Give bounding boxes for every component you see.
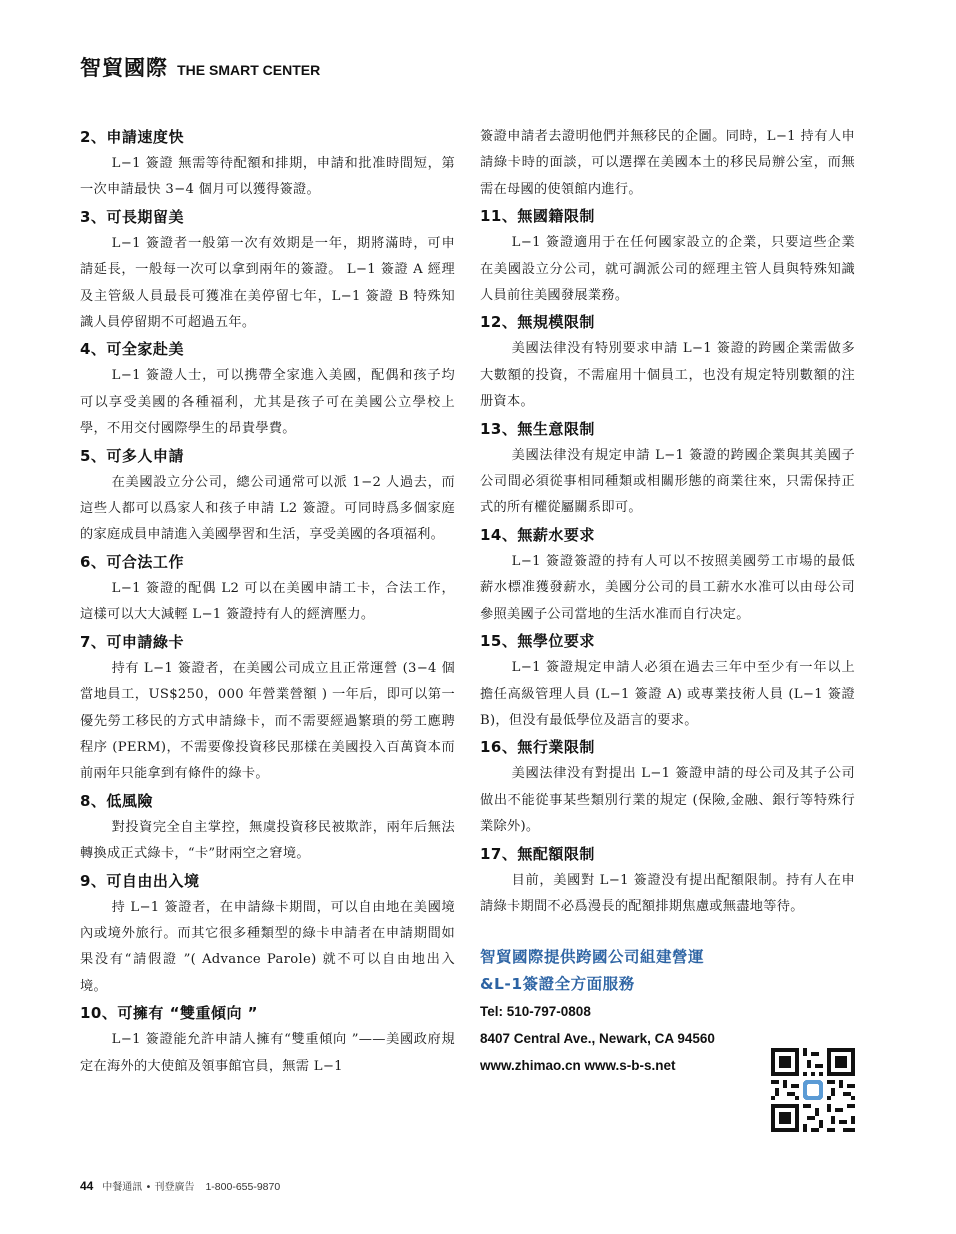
section-title: 3、可長期留美 — [80, 207, 184, 226]
section-title: 8、低風險 — [80, 791, 153, 810]
section-3 — [80, 204, 455, 337]
ad-title-line1: 智貿國際提供跨國公司組建營運 — [480, 948, 705, 967]
section-title: 5、可多人申請 — [80, 446, 184, 465]
brand-name-cn: 智貿國際 — [80, 56, 168, 80]
section-title: 11、無國籍限制 — [480, 207, 595, 226]
ad-address: 8407 Central Ave., Newark, CA 94560 — [480, 1031, 715, 1047]
section-body: L−1 簽證規定申請人必須在過去三年中至少有一年以上擔任高級管理人員 (L−1 簽證 A) 或專業技術人員 (L−1 簽證 B)，但没有最低學位及語言的要求。 — [480, 660, 855, 728]
section-title: 14、無薪水要求 — [480, 525, 595, 544]
section-15 — [480, 628, 855, 734]
qr-code-icon — [771, 1048, 855, 1132]
section-body: 美國法律没有對提出 L−1 簽證申請的母公司及其子公司做出不能從事某些類別行業的規定 (保險,金融、銀行等特殊行業除外)。 — [480, 766, 855, 835]
section-title: 13、無生意限制 — [480, 419, 595, 438]
section-17 — [480, 841, 855, 921]
section-2 — [80, 124, 455, 204]
ad-website: www.zhimao.cn www.s-b-s.net — [480, 1058, 676, 1074]
section-body: L−1 簽證能允許申請人擁有“雙重傾向 ”——美國政府規定在海外的大使館及領事館官員，無需 L−1 — [80, 1032, 455, 1074]
page-number: 44 — [80, 1179, 94, 1193]
section-body: 對投資完全自主掌控，無虞投資移民被欺詐，兩年后無法轉換成正式綠卡，“卡”財兩空之窘境。 — [80, 819, 455, 862]
masthead — [80, 52, 320, 82]
section-title: 17、無配額限制 — [480, 844, 595, 863]
section-body: L−1 簽證人士，可以携帶全家進入美國，配偶和孩子均可以享受美國的各種福利，尤其是孩子可在美國公立學校上學，不用交付國際學生的昂貴學費。 — [80, 368, 455, 437]
section-14 — [480, 522, 855, 628]
section-body: 持 L−1 簽證者，在申請綠卡期間，可以自由地在美國境內或境外旅行。而其它很多種類型的綠卡申請者在申請期間如果没有“請假證 ”( Advance Parole) 就不可以自由地出入境。 — [80, 899, 455, 994]
page-footer — [80, 1178, 280, 1193]
ad-title-line2: &L-1簽證全方面服務 — [480, 975, 635, 994]
section-body: L−1 簽證簽證的持有人可以不按照美國勞工市場的最低薪水標准獲發薪水，美國分公司的員工薪水水准可以由母公司參照美國子公司當地的生活水准而自行决定。 — [480, 553, 855, 622]
section-body: 美國法律没有規定申請 L−1 簽證的跨國企業與其美國子公司間必須從事相同種類或相關形態的商業往來，只需保持正式的所有權從屬關系即可。 — [480, 447, 855, 516]
section-5 — [80, 443, 455, 549]
section-body: 美國法律没有特別要求申請 L−1 簽證的跨國企業需做多大數額的投資，不需雇用十個員工，也没有規定特別數額的注册資本。 — [480, 341, 855, 410]
ad-phone: Tel: 510-797-0808 — [480, 1004, 591, 1020]
section-title: 2、申請速度快 — [80, 128, 184, 146]
left-column — [80, 124, 455, 1080]
section-body: 目前，美國對 L−1 簽證没有提出配額限制。持有人在申請綠卡期間不必爲漫長的配額排期焦慮或無盡地等待。 — [480, 872, 855, 914]
footer-phone: 1-800-655-9870 — [205, 1181, 281, 1193]
section-title: 16、無行業限制 — [480, 738, 595, 757]
section-16 — [480, 734, 855, 840]
publication-name: 中餐通訊 • 刊登廣告 — [102, 1182, 195, 1193]
brand-name-en: THE SMART CENTER — [177, 62, 321, 78]
section-8 — [80, 788, 455, 868]
section-body: 持有 L−1 簽證者，在美國公司成立且正常運營 (3−4 個當地員工，US$250，000 年營業營額 ) 一年后，即可以第一優先勞工移民的方式申請綠卡，而不需要經過繁瑣的勞工應聘程序 (PERM)，不需要像投資移民那樣在美國投入百萬資本而前兩年只能拿到有條件的綠卡。 — [80, 660, 455, 782]
section-title: 15、無學位要求 — [480, 632, 595, 651]
section-body: L−1 簽證的配偶 L2 可以在美國申請工卡，合法工作，這樣可以大大減輕 L−1 簽證持有人的經濟壓力。 — [80, 580, 455, 623]
section-body: L−1 簽證 無需等待配額和排期，申請和批准時間短，第一次申請最快 3−4 個月可以獲得簽證。 — [80, 156, 455, 198]
section-12 — [480, 309, 855, 415]
section-body: 簽證申請者去證明他們并無移民的企圖。同時，L−1 持有人申請綠卡時的面談，可以選擇在美國本土的移民局辦公室，而無需在母國的使領館内進行。 — [480, 129, 855, 197]
section-body: 在美國設立分公司，總公司通常可以派 1−2 人過去，而這些人都可以爲家人和孩子申請 L2 簽證。可同時爲多個家庭的家庭成員申請進入美國學習和生活，享受美國的各項福利。 — [80, 474, 455, 543]
section-title: 7、可申請綠卡 — [80, 632, 184, 651]
section-11 — [480, 203, 855, 309]
section-body: L−1 簽證適用于在任何國家設立的企業，只要這些企業在美國設立分公司，就可調派公司的經理主管人員與特殊知識人員前往美國發展業務。 — [480, 235, 855, 304]
section-10 — [80, 1000, 455, 1080]
section-title: 9、可自由出入境 — [80, 871, 200, 890]
section-title: 4、可全家赴美 — [80, 340, 184, 359]
section-7 — [80, 629, 455, 788]
right-column — [480, 124, 855, 1079]
section-4 — [80, 336, 455, 442]
section-9 — [80, 868, 455, 1001]
section-6 — [80, 549, 455, 629]
section-13 — [480, 416, 855, 522]
section-title: 6、可合法工作 — [80, 552, 184, 571]
section-body: L−1 簽證者一般第一次有效期是一年，期將滿時，可申請延長，一般每一次可以拿到兩年的簽證。 L−1 簽證 A 經理及主管級人員最長可獲准在美停留七年，L−1 簽證 B 特殊知識人員停留期不可超過五年。 — [80, 235, 455, 331]
section-10-continued — [480, 124, 855, 203]
section-title: 12、無規模限制 — [480, 313, 595, 332]
section-title: 10、可擁有 “雙重傾向 ” — [80, 1004, 259, 1023]
